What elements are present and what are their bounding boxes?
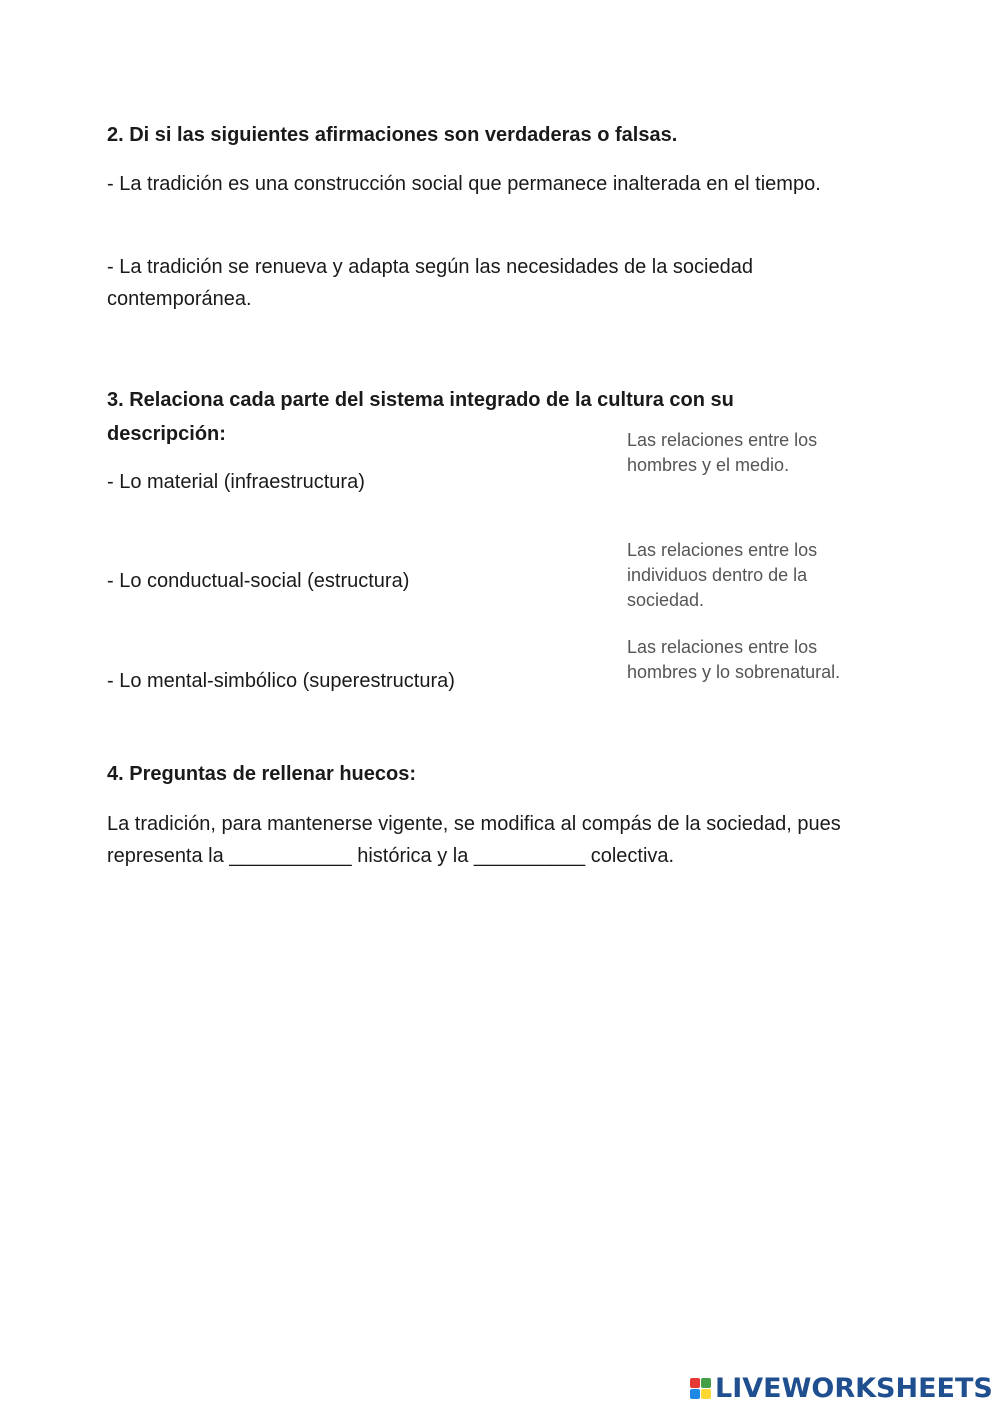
logo-text: LIVEWORKSHEETS <box>715 1372 993 1404</box>
match-description-2[interactable]: Las relaciones entre los individuos dentro de la sociedad. <box>627 540 818 610</box>
liveworksheets-logo <box>690 1372 993 1404</box>
question-4-title: 4. Preguntas de rellenar huecos: <box>107 763 416 785</box>
logo-square-4 <box>701 1389 711 1399</box>
logo-square-1 <box>690 1378 700 1388</box>
match-description-3[interactable]: Las relaciones entre los hombres y lo sobrenatural. <box>627 637 841 682</box>
fill-in-blanks-text[interactable]: La tradición, para mantenerse vigente, se modifica al compás de la sociedad, pues representa la ___________ histórica y la __________ colectiva. <box>107 813 841 867</box>
match-item-material[interactable]: - Lo material (infraestructura) <box>107 471 365 493</box>
logo-square-2 <box>701 1378 711 1388</box>
match-description-1[interactable]: Las relaciones entre los hombres y el medio. <box>627 430 818 475</box>
match-item-conductual-social[interactable]: - Lo conductual-social (estructura) <box>107 570 410 592</box>
logo-square-3 <box>690 1389 700 1399</box>
question-2-title: 2. Di si las siguientes afirmaciones son verdaderas o falsas. <box>107 124 678 146</box>
statement-1: - La tradición es una construcción social que permanece inalterada en el tiempo. <box>107 173 821 195</box>
logo-icon <box>690 1378 711 1399</box>
question-3-title: 3. Relaciona cada parte del sistema integrado de la cultura con su descripción: <box>107 389 734 445</box>
statement-2: - La tradición se renueva y adapta según las necesidades de la sociedad contemporánea. <box>107 256 753 310</box>
match-item-mental-simbolico[interactable]: - Lo mental-simbólico (superestructura) <box>107 670 455 692</box>
